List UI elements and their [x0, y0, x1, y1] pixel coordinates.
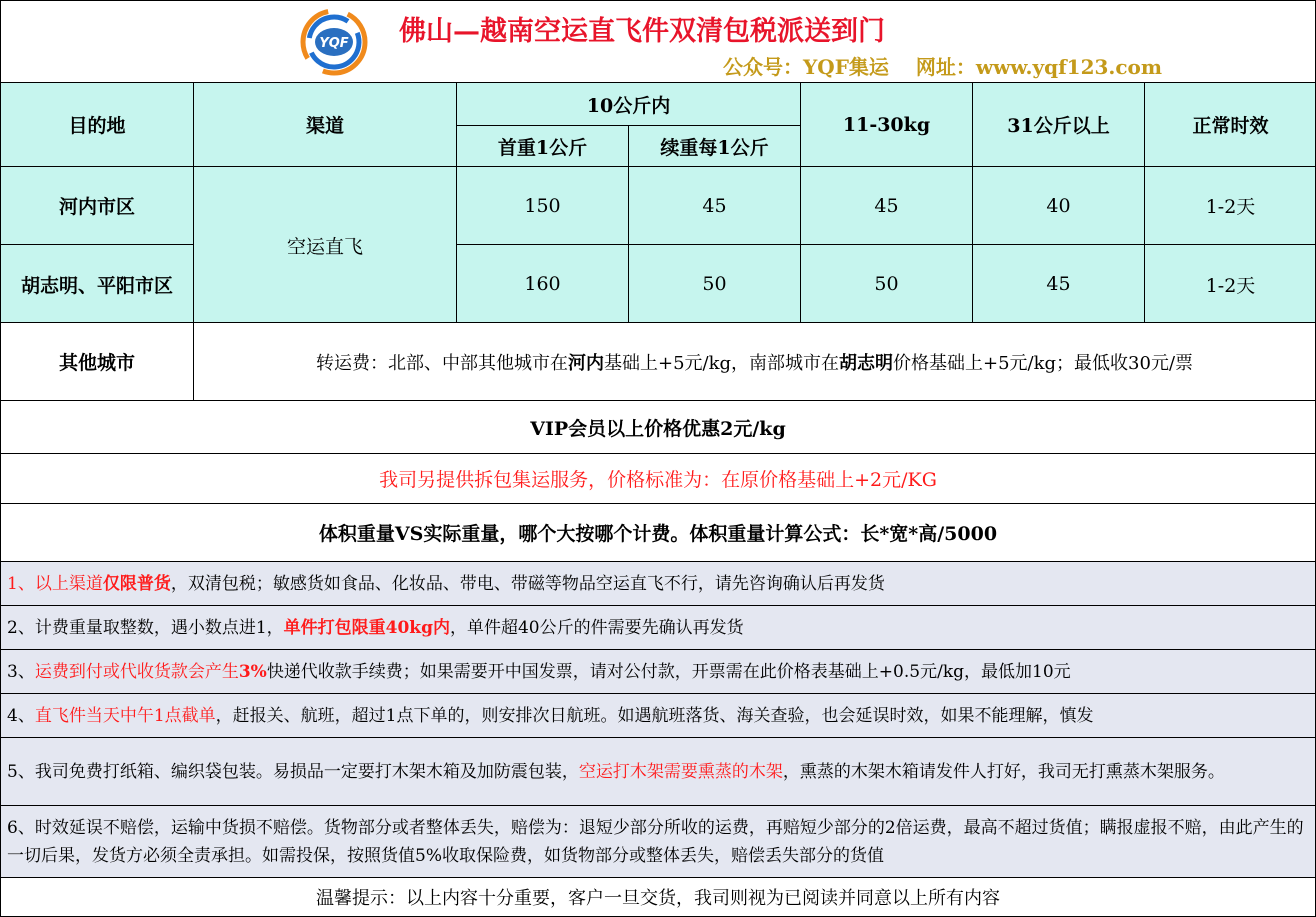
page-title: 佛山—越南空运直飞件双清包税派送到门: [399, 16, 885, 47]
table-cell-first: 160: [524, 273, 561, 295]
vip-row: VIP会员以上价格优惠2元/kg: [0, 401, 1316, 454]
table-cell-31: 45: [1046, 273, 1071, 295]
logo-text: YQF: [319, 36, 349, 51]
other-cities-row: [0, 323, 1316, 401]
note-1: 1、以上渠道仅限普货，双清包税；敏感货如食品、化妆品、带电、带磁等物品空运直飞不行，请先咨询确认后再发货: [0, 562, 1316, 606]
other-text-2: 基础上+5元/kg，南部城市在: [603, 352, 840, 374]
table-cell-first: 150: [524, 194, 561, 217]
col-transit-time: 正常时效: [1192, 115, 1269, 137]
table-cell-time: 1-2天: [1205, 196, 1256, 218]
col-destination: 目的地: [68, 115, 126, 137]
note-5: 5、我司免费打纸箱、编织袋包装。易损品一定要打木架木箱及加防震包装，空运打木架需要熏蒸的木架，熏蒸的木架木箱请发件人打好，我司无打熏蒸木架服务。: [0, 738, 1316, 806]
channel-cell: 空运直飞: [286, 235, 363, 258]
table-cell-11-30: 45: [874, 194, 899, 217]
logo-icon: [299, 7, 369, 77]
note-3: 3、运费到付或代收货款会产生3%快递代收款手续费；如果需要开中国发票，请对公付款，开票需在此价格表基础上+0.5元/kg，最低加10元: [0, 650, 1316, 694]
other-bold-hcm: 胡志明: [839, 352, 894, 374]
yqf-logo: [299, 7, 369, 77]
note-2: 2、计费重量取整数，遇小数点进1，单件打包限重40kg内，单件超40公斤的件需要先确认再发货: [0, 606, 1316, 650]
table-cell-cont: 50: [702, 273, 727, 295]
price-table: [0, 83, 1316, 323]
other-text-1: 转运费：北部、中部其他城市在: [315, 352, 568, 374]
table-cell-11-30: 50: [874, 273, 899, 295]
other-cities-text: [194, 323, 1315, 400]
col-11-30kg: 11-30kg: [842, 113, 931, 136]
footer-reminder: 温馨提示：以上内容十分重要，客户一旦交货，我司则视为已阅读并同意以上所有内容: [0, 878, 1316, 917]
other-text-3: 价格基础上+5元/kg；最低收30元/票: [893, 352, 1194, 374]
table-cell-cont: 45: [702, 194, 727, 217]
header-row: [0, 0, 1316, 83]
col-channel: 渠道: [305, 115, 344, 137]
split-service-row: 我司另提供拆包集运服务，价格标准为：在原价格基础上+2元/KG: [0, 454, 1316, 504]
other-bold-hanoi: 河内: [567, 352, 604, 374]
col-continue-kg: 续重每1公斤: [660, 136, 769, 159]
note-4: 4、直飞件当天中午1点截单，赶报关、航班，超过1点下单的，则安排次日航班。如遇航班落货、海关查验，也会延误时效，如果不能理解，慎发: [0, 694, 1316, 738]
other-cities-label: 其他城市: [58, 352, 135, 374]
volume-weight-row: 体积重量VS实际重量，哪个大按哪个计费。体积重量计算公式：长*宽*高/5000: [0, 504, 1316, 562]
note-6: 6、时效延误不赔偿，运输中货损不赔偿。货物部分或者整体丢失，赔偿为：退短少部分所收的运费，再赔短少部分的2倍运费，最高不超过货值；瞒报虚报不赔，由此产生的一切后果，发货方必须全责承担。如需投保，按照货值5%收取保险费，如货物部分或整体丢失，赔偿丢失部分的货值: [0, 806, 1316, 878]
table-row-dest: 胡志明、平阳市区: [20, 274, 173, 297]
page-subtitle: 公众号：YQF集运 网址：www.yqf123.com: [723, 55, 1163, 79]
table-row-dest: 河内市区: [58, 196, 135, 218]
col-first-kg: 首重1公斤: [497, 136, 588, 159]
col-10kg: 10公斤内: [586, 94, 671, 117]
col-31kg: 31公斤以上: [1007, 115, 1110, 137]
table-cell-31: 40: [1046, 194, 1071, 217]
table-cell-time: 1-2天: [1205, 274, 1256, 297]
